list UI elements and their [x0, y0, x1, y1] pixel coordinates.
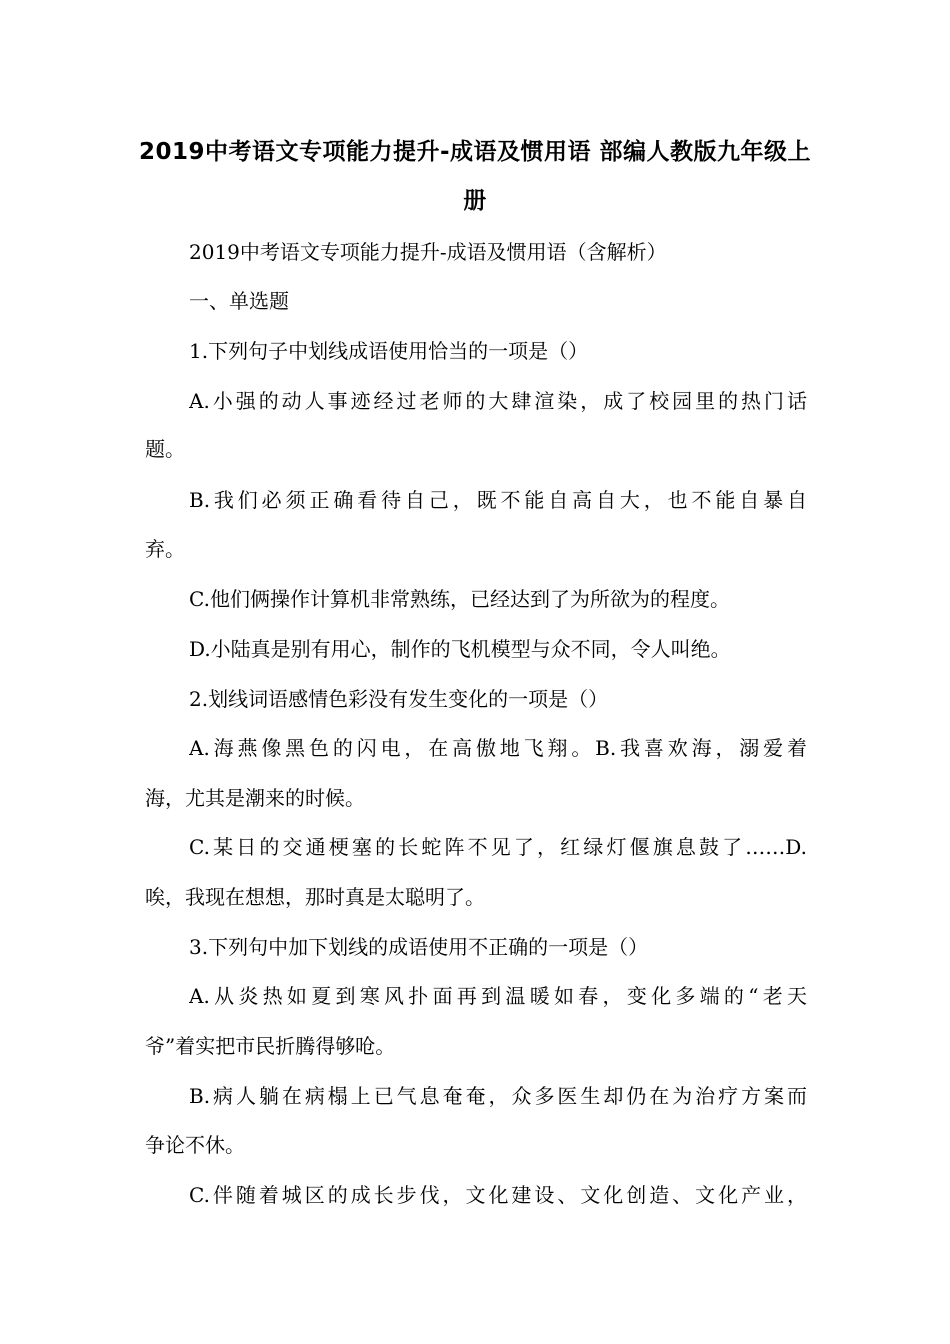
question-1-stem: 1.下列句子中划线成语使用恰当的一项是（） [189, 339, 589, 363]
question-1-option-a-line1: A.小强的动人事迹经过老师的大肆渲染，成了校园里的热门话 [189, 389, 807, 413]
document-subtitle: 2019中考语文专项能力提升-成语及惯用语（含解析） [189, 240, 667, 264]
question-1-option-c: C.他们俩操作计算机非常熟练，已经达到了为所欲为的程度。 [189, 587, 730, 611]
question-3-option-a-line1: A.从炎热如夏到寒风扑面再到温暖如春，变化多端的“老天 [189, 984, 807, 1008]
question-1-option-d: D.小陆真是别有用心，制作的飞机模型与众不同，令人叫绝。 [189, 637, 731, 661]
question-2-options-ab-line2: 海，尤其是潮来的时候。 [145, 786, 365, 810]
question-3-option-b-line2: 争论不休。 [145, 1133, 245, 1157]
question-1-option-b-line1: B.我们必须正确看待自己，既不能自高自大，也不能自暴自 [189, 488, 807, 512]
question-1-option-b-line2: 弃。 [145, 537, 185, 561]
section-heading: 一、单选题 [189, 289, 289, 313]
question-3-option-c-line1: C.伴随着城区的成长步伐，文化建设、文化创造、文化产业， [189, 1183, 807, 1207]
question-2-options-cd-line1: C.某日的交通梗塞的长蛇阵不见了，红绿灯偃旗息鼓了……D. [189, 835, 807, 859]
question-2-stem: 2.划线词语感情色彩没有发生变化的一项是（） [189, 687, 609, 711]
question-3-option-a-line2: 爷”着实把市民折腾得够呛。 [145, 1034, 396, 1058]
document-title-line1: 2019中考语文专项能力提升-成语及惯用语 部编人教版九年级上 [138, 139, 812, 165]
question-2-options-cd-line2: 唉，我现在想想，那时真是太聪明了。 [145, 885, 485, 909]
question-3-option-b-line1: B.病人躺在病榻上已气息奄奄，众多医生却仍在为治疗方案而 [189, 1084, 807, 1108]
document-title-line2: 册 [463, 188, 487, 214]
question-2-options-ab-line1: A.海燕像黑色的闪电，在高傲地飞翔。B.我喜欢海，溺爱着 [189, 736, 807, 760]
question-1-option-a-line2: 题。 [145, 437, 185, 461]
question-3-stem: 3.下列句中加下划线的成语使用不正确的一项是（） [189, 935, 649, 959]
